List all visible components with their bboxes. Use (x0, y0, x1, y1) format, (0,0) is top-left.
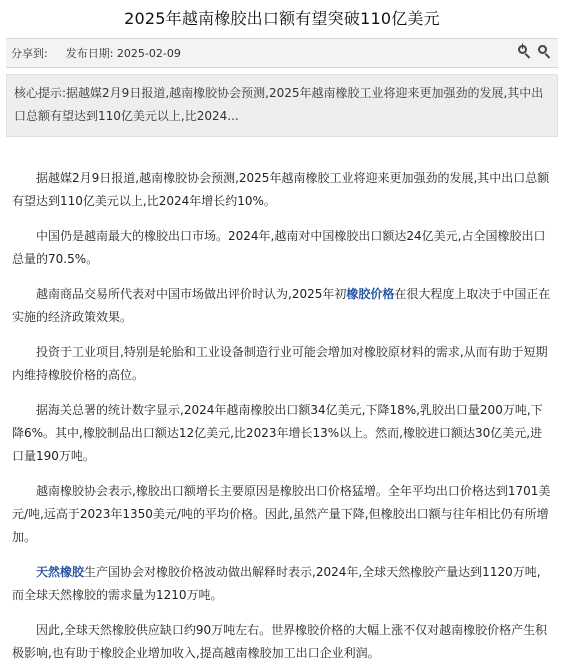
article-body (0, 137, 564, 665)
share-label[interactable]: 分享到: (11, 47, 48, 60)
paragraph-8: 因此,全球天然橡胶供应缺口约90万吨左右。世界橡胶价格的大幅上涨不仅对越南橡胶价格产生积极影响,也有助于橡胶企业增加收入,提高越南橡胶加工出口企业利润。 (12, 623, 548, 660)
paragraph-3 (12, 283, 552, 329)
paragraph-7 (12, 561, 552, 607)
article-title: 2025年越南橡胶出口额有望突破110亿美元 (124, 9, 440, 28)
paragraph-5: 据海关总署的统计数字显示,2024年越南橡胶出口额34亿美元,下降18%,乳胶出口量200万吨,下降6%。其中,橡胶制品出口额达12亿美元,比2023年增长13%以上。然而,橡胶进口额达30亿美元,进口量190万吨。 (12, 403, 543, 463)
zoom-out-icon[interactable]: − (538, 45, 552, 59)
meta-bar (6, 38, 558, 68)
paragraph-1: 据越媒2月9日报道,越南橡胶协会预测,2025年越南橡胶工业将迎来更加强劲的发展,其中出口总额有望达到110亿美元以上,比2024年增长约10%。 (12, 171, 550, 208)
paragraph-6: 越南橡胶协会表示,橡胶出口额增长主要原因是橡胶出口价格猛增。全年平均出口价格达到1701美元/吨,远高于2023年1350美元/吨的平均价格。因此,虽然产量下降,但橡胶出口额与往年相比仍有所增加。 (12, 484, 551, 544)
paragraph-4: 投资于工业项目,特别是轮胎和工业设备制造行业可能会增加对橡胶原材料的需求,从而有助于短期内维持橡胶价格的高位。 (12, 345, 548, 382)
paragraph-2: 中国仍是越南最大的橡胶出口市场。2024年,越南对中国橡胶出口额达24亿美元,占全国橡胶出口总量的70.5%。 (12, 229, 546, 266)
summary-box: 核心提示:据越媒2月9日报道,越南橡胶协会预测,2025年越南橡胶工业将迎来更加强劲的发展,其中出口总额有望达到110亿美元以上,比2024... (6, 74, 558, 137)
paragraph-7-text: 生产国协会对橡胶价格波动做出解释时表示,2024年,全球天然橡胶产量达到1120万吨,而全球天然橡胶的需求量为1210万吨。 (12, 565, 541, 602)
paragraph-3-text-b: 在很大程度上取决于中国正在实施的经济政策效果。 (12, 287, 551, 324)
zoom-in-icon[interactable]: + (518, 45, 532, 59)
natural-rubber-link[interactable]: 天然橡胶 (36, 565, 85, 579)
publish-date: 发布日期: 2025-02-09 (65, 47, 181, 60)
rubber-price-link[interactable]: 橡胶价格 (346, 287, 395, 301)
paragraph-3-text-a: 越南商品交易所代表对中国市场做出评价时认为,2025年初 (36, 287, 347, 301)
